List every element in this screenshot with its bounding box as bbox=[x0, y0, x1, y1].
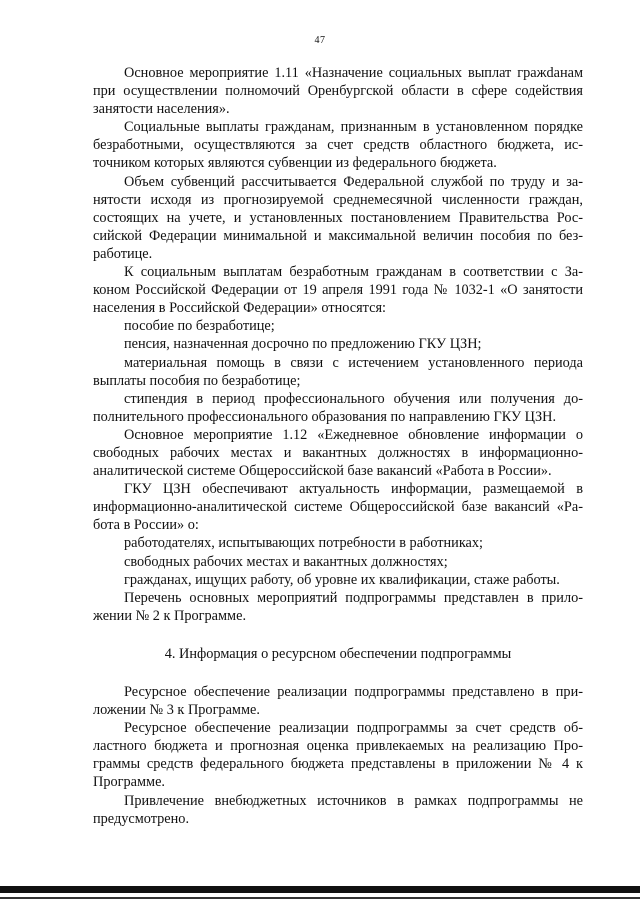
paragraph-resource-appendix-3: Ресурсное обеспечение реализации подпрограммы представлено в приложении № 3 к Программе. bbox=[93, 684, 583, 719]
paragraph-extrabudgetary: Привлечение внебюджетных источников в рамках подпрограммы не предусмотрено. bbox=[93, 792, 583, 827]
paragraph-measures-list: Перечень основных мероприятий подпрограммы представлен в приложении № 2 к Программе. bbox=[93, 589, 583, 624]
paragraph-measure-1-12: Основное мероприятие 1.12 «Ежедневное обновление информации о свободных рабочих местах и вакантных должностях в информационно-аналитической системе Общероссийской базе вакансий «Работа в России». bbox=[93, 426, 583, 480]
section-heading: 4. Информация о ресурсном обеспечении подпрограммы bbox=[164, 645, 512, 662]
list-item-early-pension: пенсия, назначенная досрочно по предложению ГКУ ЦЗН; bbox=[124, 336, 482, 353]
paragraph-measure-1-11: Основное мероприятие 1.11 «Назначение социальных выплат гражdанам при осуществлении полномочий Оренбургской области в сфере содействия занятости населения». bbox=[93, 65, 583, 118]
page-number: 47 bbox=[314, 35, 326, 46]
section-gap bbox=[93, 663, 583, 683]
document-body bbox=[93, 64, 583, 828]
scan-bottom-border-thin bbox=[0, 897, 640, 899]
list-item-material-aid: материальная помощь в связи с истечением установленного периода выплаты пособия по безработице; bbox=[93, 354, 583, 389]
section-gap bbox=[93, 625, 583, 645]
list-item-stipend: стипендия в период профессионального обучения или получения дополнительного профессионального образования по направлению ГКУ ЦЗН. bbox=[93, 390, 583, 425]
paragraph-social-payments: Социальные выплаты гражданам, признанным в установленном порядке безработными, осуществляются за счет средств областного бюджета, источником которых являются субвенции из федерального бюджета. bbox=[93, 119, 583, 172]
list-item-unemployment-benefit: пособие по безработице; bbox=[124, 318, 275, 335]
list-item-job-seekers: гражданах, ищущих работу, об уровне их квалификации, стаже работы. bbox=[124, 571, 560, 588]
paragraph-payments-law: К социальным выплатам безработным гражданам в соответствии с Законом Российской Федерации от 19 апреля 1991 года № 1032-1 «О занятости населения в Российской Федерации» относятся: bbox=[93, 264, 583, 317]
scan-bottom-border bbox=[0, 886, 640, 893]
paragraph-subvention-volume: Объем субвенций рассчитывается Федеральной службой по труду и занятости исходя из прогнозируемой среднемесячной численности граждан, состоящих на учете, и установленных постановлением Правительства Российской Федерации минимальной и максимальной величин пособия по безработице. bbox=[93, 173, 583, 262]
list-item-vacancies: свободных рабочих местах и вакантных должностях; bbox=[124, 553, 448, 570]
paragraph-info-relevance: ГКУ ЦЗН обеспечивают актуальность информации, размещаемой в информационно-аналитической системе Общероссийской базе вакансий «Работа в России» о: bbox=[93, 481, 583, 534]
paragraph-resource-appendix-4: Ресурсное обеспечение реализации подпрограммы за счет средств областного бюджета и прогнозная оценка привлекаемых на реализацию Программы средств федерального бюджета представлены в приложении № 4 к Программе. bbox=[93, 720, 583, 791]
list-item-employers: работодателях, испытывающих потребности в работниках; bbox=[124, 535, 484, 552]
